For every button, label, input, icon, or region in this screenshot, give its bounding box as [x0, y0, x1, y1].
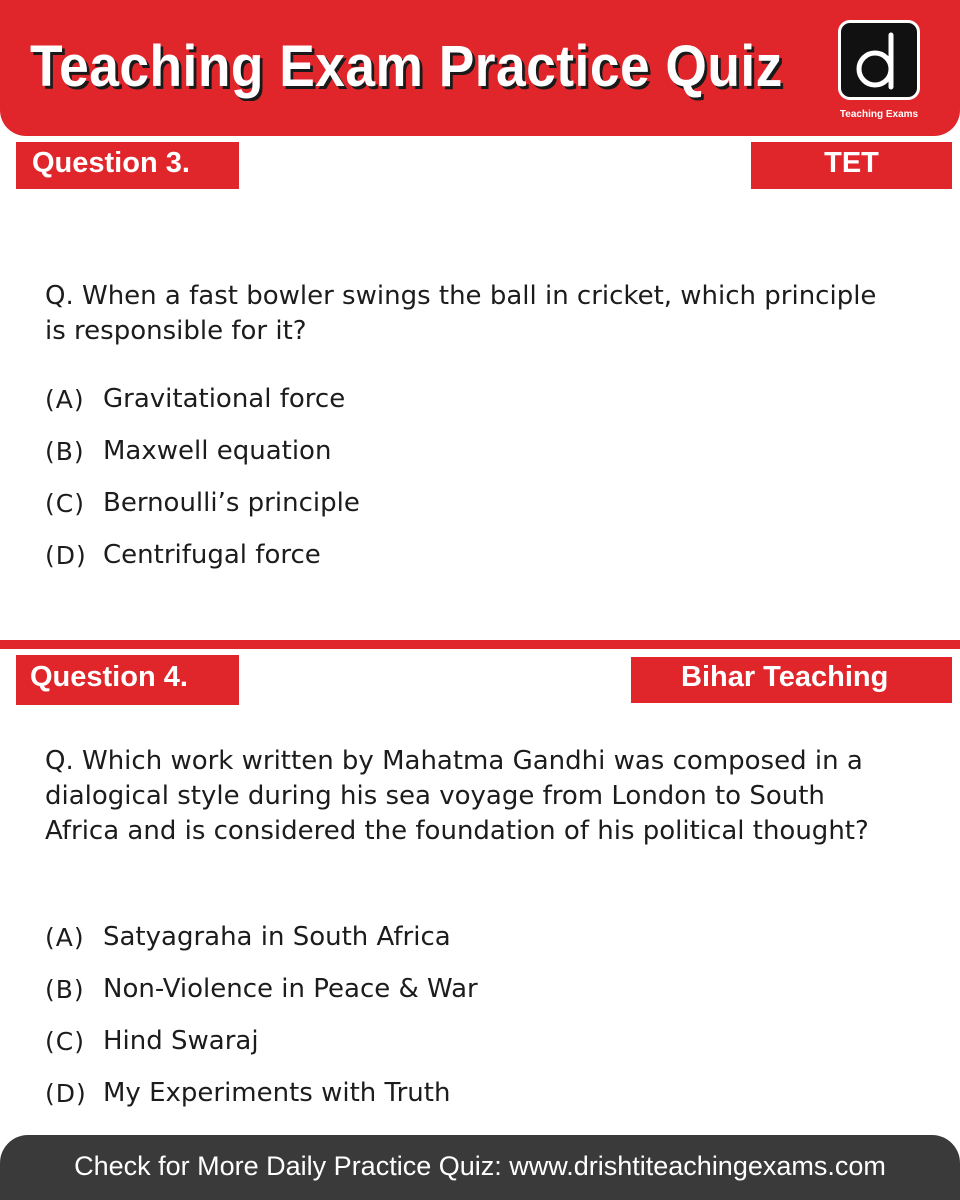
section-divider — [0, 640, 960, 649]
question-4-option-d — [45, 1067, 845, 1119]
page-title: Teaching Exam Practice Quiz — [30, 34, 783, 99]
question-3-option-a — [45, 373, 845, 425]
logo-caption: Teaching Exams — [839, 109, 919, 120]
question-3-option-b — [45, 425, 845, 477]
option-text: Satyagraha in South Africa — [103, 922, 451, 952]
option-text: Non-Violence in Peace & War — [103, 974, 478, 1004]
option-text: Gravitational force — [103, 384, 346, 414]
question-3-label: Question 3. — [16, 142, 239, 189]
option-letter: (D) — [45, 540, 87, 570]
option-text: Maxwell equation — [103, 436, 332, 466]
option-text: My Experiments with Truth — [103, 1078, 451, 1108]
question-3-option-d — [45, 529, 845, 581]
drishti-d-logo-icon — [838, 20, 920, 100]
question-3-text: Q. When a fast bowler swings the ball in cricket, which principle is responsible for it? — [45, 281, 877, 346]
logo-letter-d-icon — [853, 31, 907, 91]
question-4-options — [45, 911, 845, 1119]
footer-website-link[interactable]: Check for More Daily Practice Quiz: www.drishtiteachingexams.com — [74, 1151, 886, 1181]
option-text: Centrifugal force — [103, 540, 321, 570]
option-letter: (D) — [45, 1078, 87, 1108]
question-4-option-c — [45, 1015, 845, 1067]
option-text: Bernoulli’s principle — [103, 488, 360, 518]
option-letter: (B) — [45, 974, 85, 1004]
question-3-options — [45, 373, 845, 581]
option-letter: (A) — [45, 384, 85, 414]
question-4-label: Question 4. — [16, 655, 239, 705]
option-letter: (B) — [45, 436, 85, 466]
question-4-option-b — [45, 963, 845, 1015]
question-4-category-badge: Bihar Teaching — [631, 657, 952, 703]
question-4-option-a — [45, 911, 845, 963]
question-3-option-c — [45, 477, 845, 529]
option-letter: (A) — [45, 922, 85, 952]
option-letter: (C) — [45, 488, 85, 518]
question-3-category-badge: TET — [751, 142, 952, 189]
question-4-text: Q. Which work written by Mahatma Gandhi was composed in a dialogical style during his sea voyage from London to South Africa and is considered the foundation of his political thought? — [45, 746, 869, 846]
header-banner — [0, 0, 960, 136]
option-letter: (C) — [45, 1026, 85, 1056]
option-text: Hind Swaraj — [103, 1026, 259, 1056]
footer-bar — [0, 1135, 960, 1200]
